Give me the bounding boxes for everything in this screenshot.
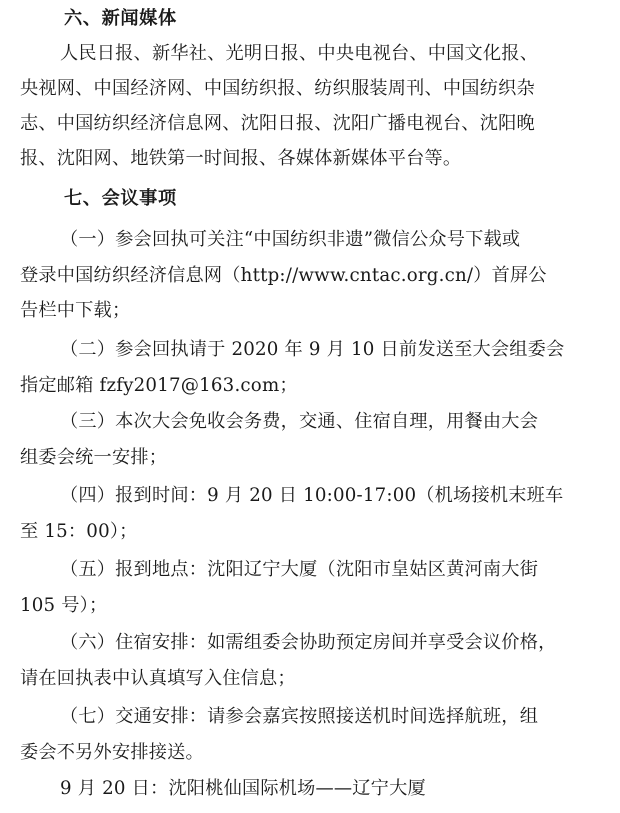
section-heading-meeting-matters: 七、会议事项 [64, 188, 177, 209]
item-line: （六）住宿安排：如需组委会协助预定房间并享受会议价格， [60, 632, 557, 653]
item-line: 组委会统一安排； [20, 447, 168, 468]
paragraph-line: 人民日报、新华社、光明日报、中央电视台、中国文化报、 [60, 43, 539, 64]
item-line: 告栏中下载； [20, 300, 131, 321]
item-line: 请在回执表中认真填写入住信息； [20, 668, 296, 689]
item-line: （四）报到时间：9 月 20 日 10:00-17:00（机场接机末班车 [60, 485, 564, 506]
item-line: 登录中国纺织经济信息网（http://www.cntac.org.cn/）首屏公 [20, 265, 547, 286]
item-line: 委会不另外安排接送。 [20, 742, 204, 763]
item-line: （七）交通安排：请参会嘉宾按照接送机时间选择航班，组 [60, 706, 539, 727]
section-heading-media: 六、新闻媒体 [64, 8, 177, 29]
item-line: （五）报到地点：沈阳辽宁大厦（沈阳市皇姑区黄河南大街 [60, 559, 539, 580]
paragraph-line: 央视网、中国经济网、中国纺织报、纺织服装周刊、中国纺织杂 [20, 78, 535, 99]
paragraph-line: 志、中国纺织经济信息网、沈阳日报、沈阳广播电视台、沈阳晚 [20, 113, 535, 134]
item-line: （三）本次大会免收会务费，交通、住宿自理，用餐由大会 [60, 411, 539, 432]
schedule-line: 9 月 20 日：沈阳桃仙国际机场——辽宁大厦 [60, 778, 426, 799]
item-line: （一）参会回执可关注“中国纺织非遗”微信公众号下载或 [60, 229, 521, 250]
item-line: 指定邮箱 fzfy2017@163.com； [20, 375, 298, 396]
paragraph-line: 报、沈阳网、地铁第一时间报、各媒体新媒体平台等。 [20, 148, 462, 169]
item-line: 105 号）； [20, 595, 108, 616]
item-line: （二）参会回执请于 2020 年 9 月 10 日前发送至大会组委会 [60, 339, 565, 360]
item-line: 至 15：00）； [20, 521, 138, 542]
